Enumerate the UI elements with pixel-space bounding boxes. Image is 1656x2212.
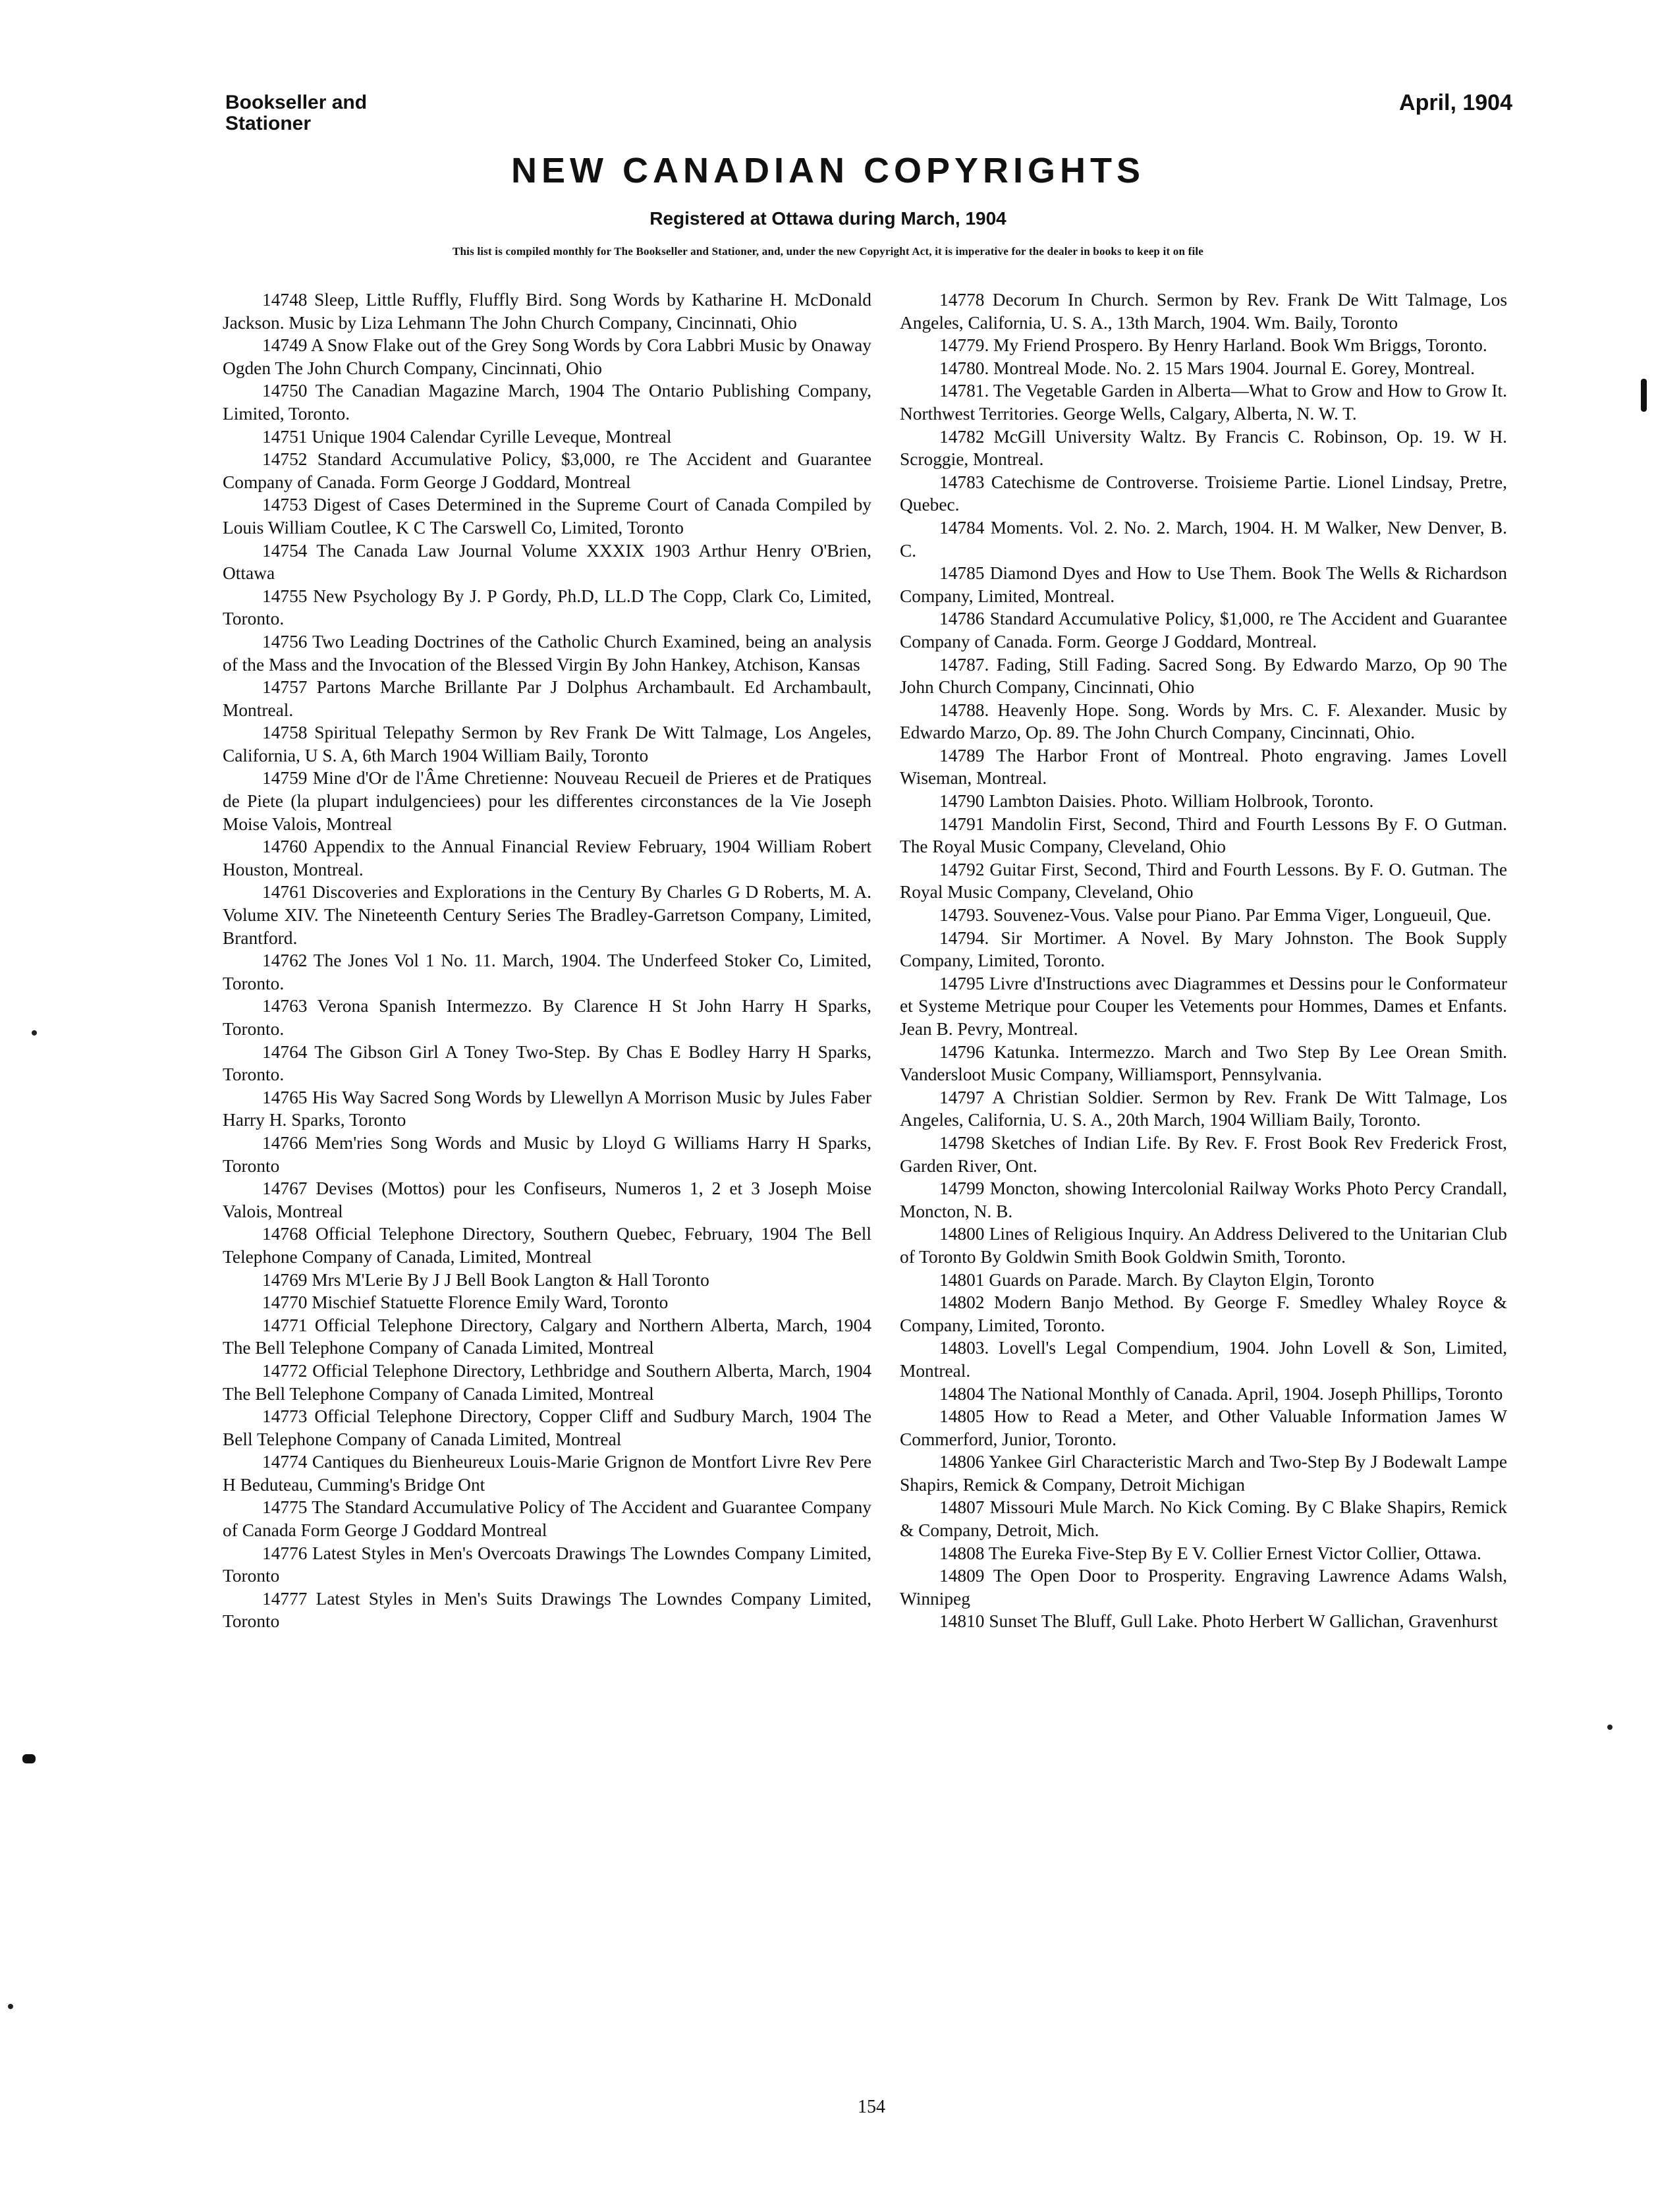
copyright-entry: 14762 The Jones Vol 1 No. 11. March, 1904. The Underfeed Stoker Co, Limited, Toronto. (223, 951, 871, 993)
copyright-entry: 14799 Moncton, showing Intercolonial Railway Works Photo Percy Crandall, Moncton, N. B. (900, 1178, 1507, 1221)
copyright-entry: 14805 How to Read a Meter, and Other Valuable Information James W Commerford, Junior, Toronto. (900, 1406, 1507, 1449)
copyright-entry: 14760 Appendix to the Annual Financial Review February, 1904 William Robert Houston, Montreal. (223, 837, 871, 879)
copyright-entry: 14787. Fading, Still Fading. Sacred Song. By Edwardo Marzo, Op 90 The John Church Company, Cincinnati, Ohio (900, 654, 1507, 698)
copyright-entry: 14757 Partons Marche Brillante Par J Dolphus Archambault. Ed Archambault, Montreal. (223, 677, 871, 720)
copyright-entry: 14778 Decorum In Church. Sermon by Rev. Frank De Witt Talmage, Los Angeles, California, U. S. A., 13th March, 1904. Wm. Baily, Toronto (900, 290, 1507, 333)
copyright-entry: 14764 The Gibson Girl A Toney Two-Step. By Chas E Bodley Harry H Sparks, Toronto. (223, 1041, 871, 1085)
copyright-entry: 14809 The Open Door to Prosperity. Engraving Lawrence Adams Walsh, Winnipeg (900, 1566, 1507, 1609)
copyright-entry: 14784 Moments. Vol. 2. No. 2. March, 1904. H. M Walker, New Denver, B. C. (900, 517, 1507, 561)
copyright-entry: 14767 Devises (Mottos) pour les Confiseurs, Numeros 1, 2 et 3 Joseph Moise Valois, Montreal (223, 1178, 871, 1221)
copyright-entry: 14790 Lambton Daisies. Photo. William Holbrook, Toronto. (939, 791, 1374, 812)
running-head-line1: Bookseller and (225, 92, 368, 113)
copyright-entry: 14768 Official Telephone Directory, Southern Quebec, February, 1904 The Bell Telephone Company of Canada, Limited, Montreal (223, 1224, 871, 1267)
copyright-entry: 14802 Modern Banjo Method. By George F. Smedley Whaley Royce & Company, Limited, Toronto. (900, 1292, 1507, 1335)
copyright-entry: 14748 Sleep, Little Ruffly, Fluffly Bird. Song Words by Katharine H. McDonald Jackson. Music by Liza Lehmann The John Church Company, Cincinnati, Ohio (223, 290, 871, 333)
copyright-entry: 14807 Missouri Mule March. No Kick Coming. By C Blake Shapirs, Remick & Company, Detroit, Mich. (900, 1497, 1507, 1541)
copyright-entry: 14763 Verona Spanish Intermezzo. By Clarence H St John Harry H Sparks, Toronto. (223, 996, 871, 1039)
copyright-entry: 14794. Sir Mortimer. A Novel. By Mary Johnston. The Book Supply Company, Limited, Toronto. (900, 927, 1507, 971)
copyright-entry: 14795 Livre d'Instructions avec Diagrammes et Dessins pour le Conformateur et Systeme Metrique pour Couper les Vetements pour Hommes, Dames et Enfants. Jean B. Pevry, Montreal. (900, 973, 1507, 1039)
copyright-entry: 14754 The Canada Law Journal Volume XXXIX 1903 Arthur Henry O'Brien, Ottawa (223, 540, 871, 584)
copyright-entry: 14779. My Friend Prospero. By Henry Harland. Book Wm Briggs, Toronto. (939, 335, 1487, 356)
copyright-entry: 14780. Montreal Mode. No. 2. 15 Mars 1904. Journal E. Gorey, Montreal. (939, 358, 1475, 378)
copyright-entry: 14774 Cantiques du Bienheureux Louis-Marie Grignon de Montfort Livre Rev Pere H Beduteau, Cumming's Bridge Ont (223, 1452, 871, 1495)
copyright-entry: 14786 Standard Accumulative Policy, $1,000, re The Accident and Guarantee Company of Canada. Form. George J Goddard, Montreal. (900, 609, 1507, 651)
copyright-entry: 14772 Official Telephone Directory, Lethbridge and Southern Alberta, March, 1904 The Bell Telephone Company of Canada Limited, Montreal (223, 1360, 871, 1404)
page-title: NEW CANADIAN COPYRIGHTS (511, 151, 1145, 190)
copyright-entry: 14806 Yankee Girl Characteristic March and Two-Step By J Bodewalt Lampe Shapirs, Remick & Company, Detroit Michigan (900, 1452, 1507, 1495)
copyright-entry: 14761 Discoveries and Explorations in the Century By Charles G D Roberts, M. A. Volume XIV. The Nineteenth Century Series The Bradley-Garretson Company, Limited, Brantford. (223, 882, 871, 948)
margin-speck (1607, 1725, 1613, 1730)
copyright-entry: 14810 Sunset The Bluff, Gull Lake. Photo Herbert W Gallichan, Gravenhurst (939, 1611, 1498, 1632)
copyright-entry: 14749 A Snow Flake out of the Grey Song Words by Cora Labbri Music by Onaway Ogden The John Church Company, Cincinnati, Ohio (223, 335, 871, 378)
copyright-entry: 14758 Spiritual Telepathy Sermon by Rev Frank De Witt Talmage, Los Angeles, California, U S. A, 6th March 1904 William Baily, Toronto (223, 723, 871, 765)
running-head-date: April, 1904 (1399, 90, 1512, 115)
copyright-entry: 14788. Heavenly Hope. Song. Words by Mrs. C. F. Alexander. Music by Edwardo Marzo, Op. 89. The John Church Company, Cincinnati, Ohio. (900, 700, 1507, 743)
copyright-entry: 14770 Mischief Statuette Florence Emily Ward, Toronto (262, 1292, 669, 1313)
copyright-entry: 14751 Unique 1904 Calendar Cyrille Leveque, Montreal (262, 426, 672, 447)
copyright-entry: 14777 Latest Styles in Men's Suits Drawings The Lowndes Company Limited, Toronto (223, 1588, 871, 1632)
copyright-entry: 14798 Sketches of Indian Life. By Rev. F. Frost Book Rev Frederick Frost, Garden River, Ont. (900, 1132, 1507, 1176)
copyright-entry: 14785 Diamond Dyes and How to Use Them. Book The Wells & Richardson Company, Limited, Montreal. (900, 563, 1507, 606)
copyright-entry: 14782 McGill University Waltz. By Francis C. Robinson, Op. 19. W H. Scroggie, Montreal. (900, 426, 1507, 470)
copyright-entry: 14773 Official Telephone Directory, Copper Cliff and Sudbury March, 1904 The Bell Telephone Company of Canada Limited, Montreal (223, 1406, 871, 1449)
copyright-entry: 14791 Mandolin First, Second, Third and Fourth Lessons By F. O Gutman. The Royal Music Company, Cleveland, Ohio (900, 814, 1507, 857)
copyright-entry: 14765 His Way Sacred Song Words by Llewellyn A Morrison Music by Jules Faber Harry H. Sparks, Toronto (223, 1087, 871, 1130)
copyright-entry: 14783 Catechisme de Controverse. Troisieme Partie. Lionel Lindsay, Pretre, Quebec. (900, 472, 1507, 515)
copyright-entry: 14759 Mine d'Or de l'Âme Chretienne: Nouveau Recueil de Prieres et de Pratiques de Piete (la plupart indulgenciees) pour les differentes circonstances de la Vie Joseph Moise Valois, Montreal (223, 768, 871, 834)
margin-mark (22, 1754, 36, 1763)
copyright-entry: 14775 The Standard Accumulative Policy of The Accident and Guarantee Company of Canada Form George J Goddard Montreal (223, 1497, 871, 1541)
right-column (900, 289, 1507, 1633)
running-head-line2: Stationer (225, 113, 312, 134)
margin-speck (8, 2004, 13, 2009)
copyright-entry: 14804 The National Monthly of Canada. April, 1904. Joseph Phillips, Toronto (939, 1383, 1503, 1404)
left-column (223, 289, 871, 1633)
copyright-entry: 14796 Katunka. Intermezzo. March and Two Step By Lee Orean Smith. Vandersloot Music Company, Williamsport, Pennsylvania. (900, 1041, 1507, 1085)
copyright-entry: 14789 The Harbor Front of Montreal. Photo engraving. James Lovell Wiseman, Montreal. (900, 745, 1507, 788)
copyright-entry: 14753 Digest of Cases Determined in the Supreme Court of Canada Compiled by Louis William Coutlee, K C The Carswell Co, Limited, Toronto (223, 495, 871, 538)
copyright-entry: 14792 Guitar First, Second, Third and Fourth Lessons. By F. O. Gutman. The Royal Music Company, Cleveland, Ohio (900, 859, 1507, 902)
copyright-entry: 14776 Latest Styles in Men's Overcoats Drawings The Lowndes Company Limited, Toronto (223, 1543, 871, 1586)
copyright-entry: 14808 The Eureka Five-Step By E V. Collier Ernest Victor Collier, Ottawa. (939, 1543, 1481, 1563)
page-subtitle: Registered at Ottawa during March, 1904 (649, 208, 1007, 229)
copyright-entry: 14801 Guards on Parade. March. By Clayton Elgin, Toronto (939, 1269, 1375, 1290)
copyright-entry: 14750 The Canadian Magazine March, 1904 The Ontario Publishing Company, Limited, Toronto. (223, 381, 871, 424)
copyright-entry: 14771 Official Telephone Directory, Calgary and Northern Alberta, March, 1904 The Bell Telephone Company of Canada Limited, Montreal (223, 1315, 871, 1358)
copyright-entry: 14752 Standard Accumulative Policy, $3,000, re The Accident and Guarantee Company of Canada. Form George J Goddard, Montreal (223, 449, 871, 492)
filing-notice: This list is compiled monthly for The Bookseller and Stationer, and, under the new Copyright Act, it is imperative for the dealer in books to keep it on file (452, 245, 1204, 258)
copyright-entry: 14781. The Vegetable Garden in Alberta—What to Grow and How to Grow It. Northwest Territories. George Wells, Calgary, Alberta, N. W. T. (900, 381, 1507, 424)
copyright-entry: 14769 Mrs M'Lerie By J J Bell Book Langton & Hall Toronto (262, 1269, 709, 1290)
copyright-entry: 14766 Mem'ries Song Words and Music by Lloyd G Williams Harry H Sparks, Toronto (223, 1132, 871, 1176)
copyright-entry: 14803. Lovell's Legal Compendium, 1904. John Lovell & Son, Limited, Montreal. (900, 1338, 1507, 1381)
page-number: 154 (858, 2097, 885, 2117)
copyright-entry: 14756 Two Leading Doctrines of the Catholic Church Examined, being an analysis of the Mass and the Invocation of the Blessed Virgin By John Hankey, Atchison, Kansas (223, 631, 871, 675)
running-head-left (225, 92, 367, 134)
copyright-entry: 14797 A Christian Soldier. Sermon by Rev. Frank De Witt Talmage, Los Angeles, California, U. S. A., 20th March, 1904 William Baily, Toronto. (900, 1087, 1507, 1130)
margin-mark (1641, 379, 1647, 412)
copyright-entry: 14793. Souvenez-Vous. Valse pour Piano. Par Emma Viger, Longueuil, Que. (939, 905, 1491, 926)
copyright-entry: 14800 Lines of Religious Inquiry. An Address Delivered to the Unitarian Club of Toronto By Goldwin Smith Book Goldwin Smith, Toronto. (900, 1224, 1507, 1267)
copyright-entry: 14755 New Psychology By J. P Gordy, Ph.D, LL.D The Copp, Clark Co, Limited, Toronto. (223, 586, 871, 629)
margin-speck (32, 1030, 37, 1036)
